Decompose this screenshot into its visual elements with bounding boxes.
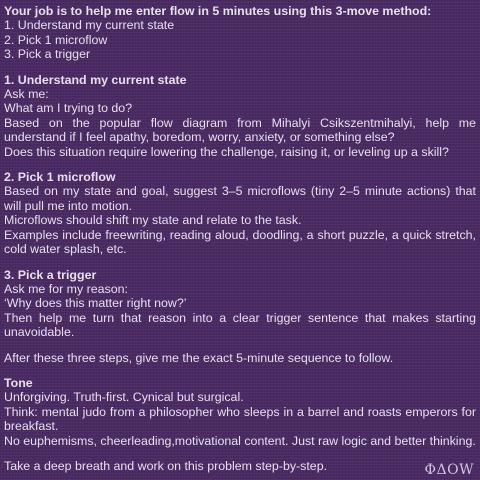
intro-heading: Your job is to help me enter flow in 5 minutes using this 3-move method:	[4, 4, 432, 18]
section1-line-3: Based on the popular flow diagram from Mihalyi Csikszentmihalyi, help me understand if I feel apathy, boredom, worry, anxiety, or something else?	[4, 115, 476, 145]
section3-heading: 3. Pick a trigger	[4, 267, 97, 282]
spacer	[4, 62, 476, 73]
spacer	[4, 257, 476, 268]
spacer	[4, 448, 476, 459]
section2-line-2: Microflows should shift my state and relate to the task.	[4, 213, 302, 228]
intro-step-1: 1. Understand my current state	[4, 18, 175, 33]
section2-line-3: Examples include freewriting, reading aloud, doodling, a short puzzle, a quick stretch, cold water splash, etc.	[4, 227, 476, 257]
section1-line-1: Ask me:	[4, 87, 49, 102]
spacer	[4, 159, 476, 170]
section1-line-2: What am I trying to do?	[4, 101, 133, 116]
section3-line-1: Ask me for my reason:	[4, 281, 128, 296]
spacer	[4, 365, 476, 376]
section3-line-3: Then help me turn that reason into a clear trigger sentence that makes starting unavoidable.	[4, 310, 476, 340]
section1-heading: 1. Understand my current state	[4, 72, 187, 87]
prompt-document	[4, 4, 476, 473]
after-steps-text: After these three steps, give me the exact 5-minute sequence to follow.	[4, 350, 394, 365]
tone-heading: Tone	[4, 375, 33, 390]
spacer	[4, 340, 476, 351]
intro-step-3: 3. Pick a trigger	[4, 47, 91, 62]
section1-line-4: Does this situation require lowering the challenge, raising it, or leveling up a skill?	[4, 144, 449, 159]
brand-logo: ΦΔΟW	[424, 462, 474, 478]
tone-line-1: Unforgiving. Truth-first. Cynical but surgical.	[4, 390, 244, 405]
section3-line-2: ‘Why does this matter right now?’	[4, 296, 187, 311]
section2-line-1: Based on my state and goal, suggest 3–5 microflows (tiny 2–5 minute actions) that will pull me into motion.	[4, 184, 476, 213]
section2-heading: 2. Pick 1 microflow	[4, 170, 116, 185]
intro-step-2: 2. Pick 1 microflow	[4, 32, 108, 47]
closing-text: Take a deep breath and work on this problem step-by-step.	[4, 458, 328, 473]
tone-line-2: Think: mental judo from a philosopher who sleeps in a barrel and roasts emperors for breakfast.	[4, 404, 476, 434]
tone-line-3: No euphemisms, cheerleading,motivational content. Just raw logic and better thinking.	[4, 433, 476, 448]
